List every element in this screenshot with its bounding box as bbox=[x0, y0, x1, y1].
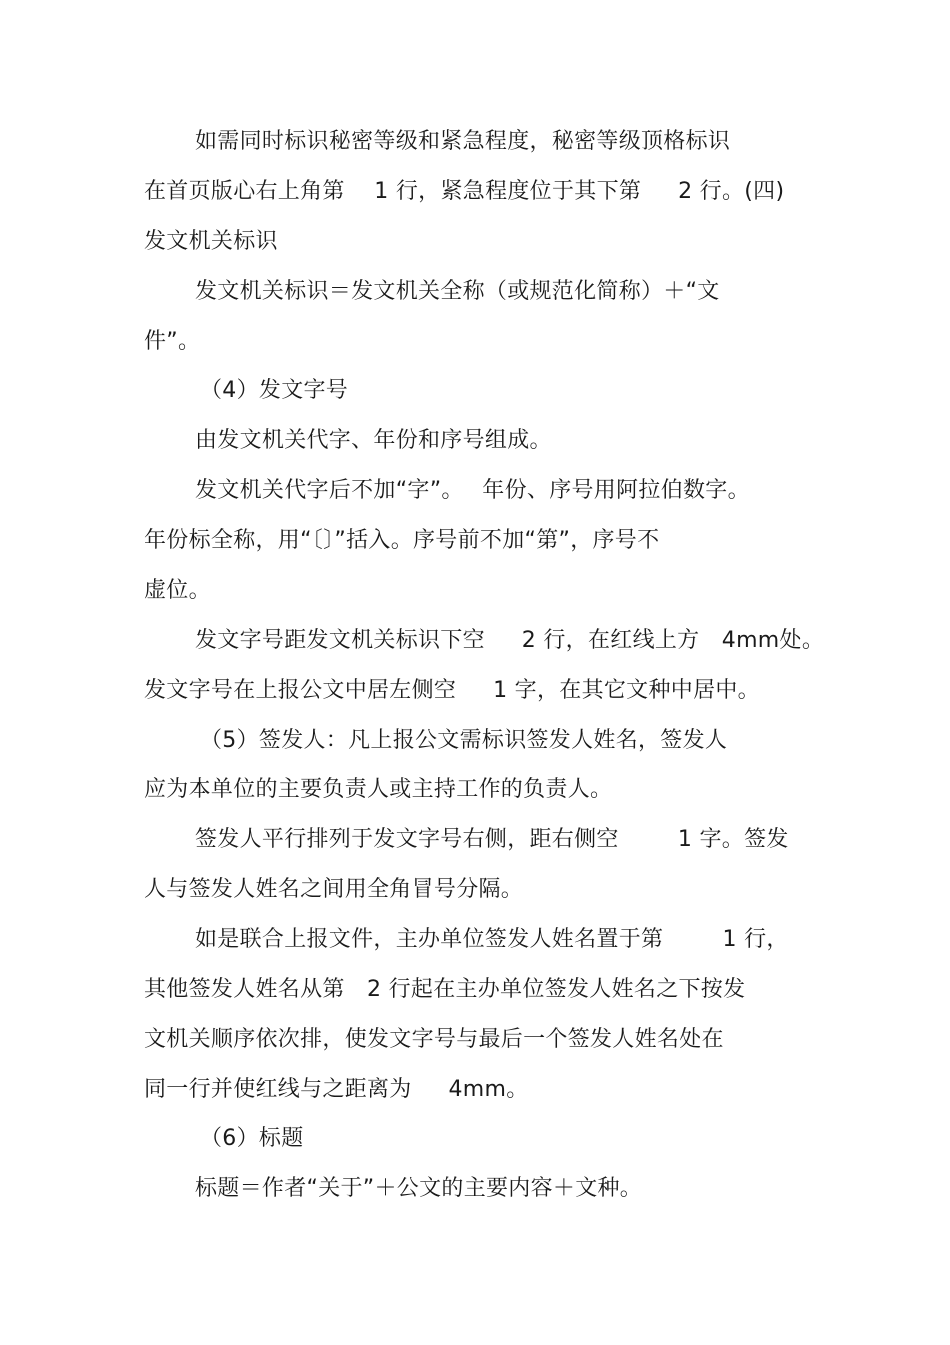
paragraph-line: 年份标全称，用“〔〕”括入。序号前不加“第”，序号不 bbox=[144, 528, 660, 553]
paragraph-line: 发文机关标识 bbox=[144, 229, 278, 254]
paragraph-line: 由发文机关代字、年份和序号组成。 bbox=[195, 428, 552, 453]
paragraph-line: 在首页版心右上角第 1 行，紧急程度位于其下第 2 行。(四) bbox=[144, 179, 785, 204]
paragraph-line: 人与签发人姓名之间用全角冒号分隔。 bbox=[144, 877, 524, 902]
paragraph-line: 应为本单位的主要负责人或主持工作的负责人。 bbox=[144, 777, 613, 802]
paragraph-line: 发文字号在上报公文中居左侧空 1 字，在其它文种中居中。 bbox=[144, 678, 760, 703]
section-heading: （4）发文字号 bbox=[200, 378, 349, 403]
paragraph-line: 文机关顺序依次排，使发文字号与最后一个签发人姓名处在 bbox=[144, 1027, 724, 1052]
paragraph-line: 如是联合上报文件，主办单位签发人姓名置于第 1 行， bbox=[195, 927, 789, 952]
paragraph-line: 标题＝作者“关于”＋公文的主要内容＋文种。 bbox=[195, 1176, 643, 1201]
paragraph-line: 发文字号距发文机关标识下空 2 行，在红线上方 4mm处。 bbox=[195, 628, 825, 653]
paragraph-line: 发文机关代字后不加“字”。 年份、序号用阿拉伯数字。 bbox=[195, 478, 750, 503]
paragraph-line: 件”。 bbox=[144, 329, 201, 354]
paragraph-line: 其他签发人姓名从第 2 行起在主办单位签发人姓名之下按发 bbox=[144, 977, 746, 1002]
paragraph-line: 同一行并使红线与之距离为 4mm。 bbox=[144, 1077, 529, 1102]
paragraph-line: 签发人平行排列于发文字号右侧，距右侧空 1 字。签发 bbox=[195, 827, 789, 852]
section-heading: （6）标题 bbox=[200, 1126, 304, 1151]
paragraph-line: 虚位。 bbox=[144, 578, 211, 603]
paragraph-line: 发文机关标识＝发文机关全称（或规范化简称）＋“文 bbox=[195, 279, 720, 304]
section-heading: （5）签发人：凡上报公文需标识签发人姓名，签发人 bbox=[200, 728, 728, 753]
paragraph-line: 如需同时标识秘密等级和紧急程度，秘密等级顶格标识 bbox=[195, 129, 731, 154]
